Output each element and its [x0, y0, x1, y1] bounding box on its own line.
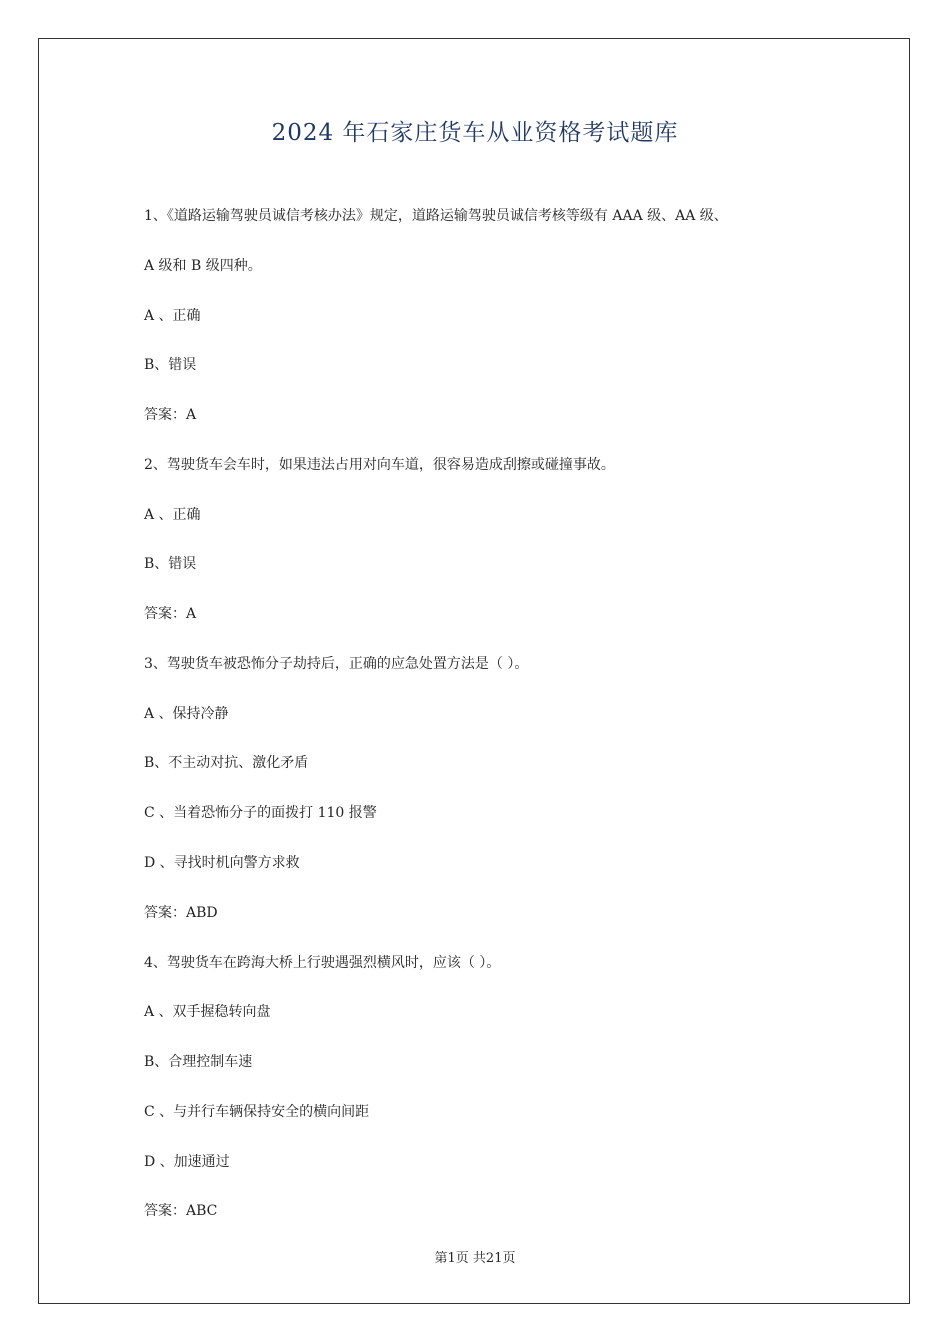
question-1-answer: 答案：A	[144, 407, 197, 423]
page-number-footer: 第1页 共21页	[434, 1251, 516, 1266]
question-3-option-b: B、不主动对抗、激化矛盾	[144, 755, 309, 771]
question-4-option-b: B、合理控制车速	[144, 1054, 253, 1070]
question-2-answer: 答案：A	[144, 606, 197, 622]
question-4-stem: 4、驾驶货车在跨海大桥上行驶遇强烈横风时，应该（ ）。	[144, 955, 501, 971]
question-3-option-d: D 、寻找时机向警方求救	[144, 855, 300, 871]
question-3-stem: 3、驾驶货车被恐怖分子劫持后，正确的应急处置方法是（ ）。	[144, 656, 529, 672]
question-4-answer: 答案：ABC	[144, 1203, 218, 1219]
question-4-option-d: D 、加速通过	[144, 1154, 230, 1170]
question-1-option-a: A 、正确	[144, 308, 201, 324]
question-3-option-a: A 、保持冷静	[144, 706, 229, 722]
question-4-option-c: C 、与并行车辆保持安全的横向间距	[144, 1104, 370, 1120]
document-title: 2024 年石家庄货车从业资格考试题库	[271, 120, 679, 146]
question-3-answer: 答案：ABD	[144, 905, 218, 921]
question-4-option-a: A 、双手握稳转向盘	[144, 1004, 271, 1020]
question-1-stem-line-1: 1、《道路运输驾驶员诚信考核办法》规定，道路运输驾驶员诚信考核等级有 AAA 级、AA 级、	[144, 208, 728, 224]
question-3-option-c: C 、当着恐怖分子的面拨打 110 报警	[144, 805, 377, 821]
question-2-stem: 2、驾驶货车会车时，如果违法占用对向车道，很容易造成刮擦或碰撞事故。	[144, 457, 615, 473]
question-2-option-a: A 、正确	[144, 507, 201, 523]
question-1-option-b: B、错误	[144, 357, 197, 373]
question-1-stem-line-2: A 级和 B 级四种。	[144, 258, 262, 274]
question-2-option-b: B、错误	[144, 556, 197, 572]
